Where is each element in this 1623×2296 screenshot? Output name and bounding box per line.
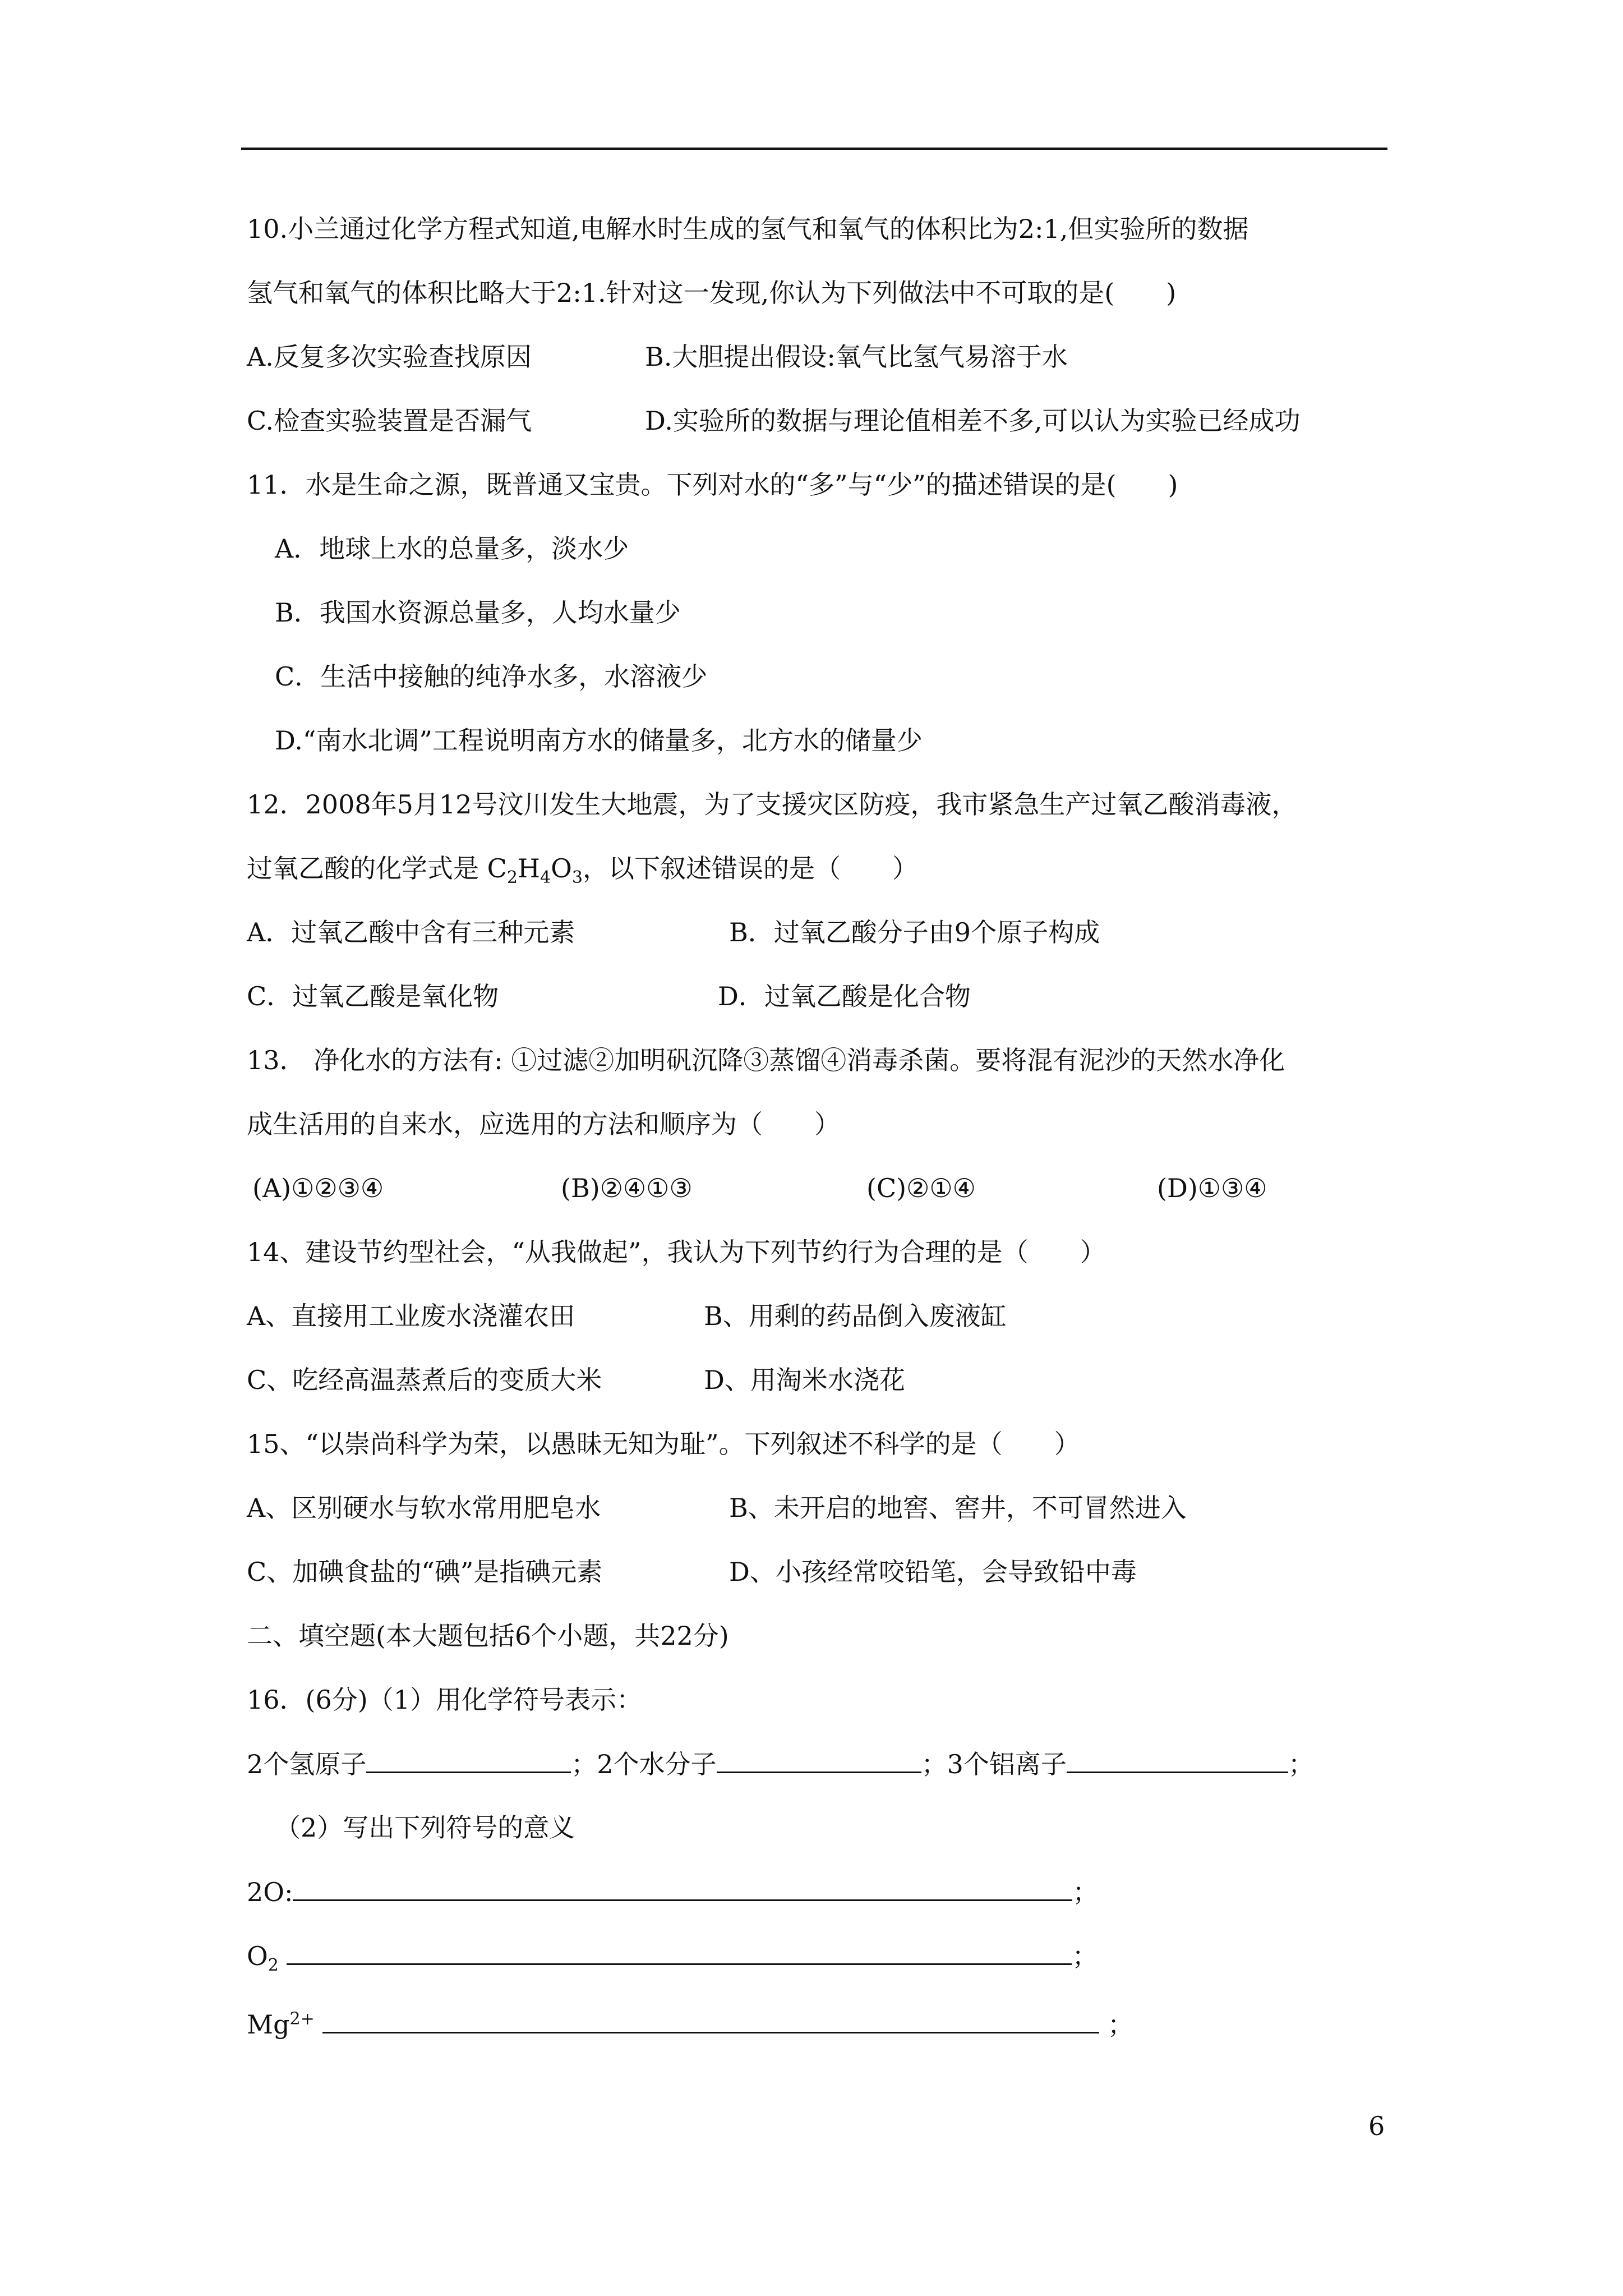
q13-stem-line1: 13． 净化水的方法有: ①过滤②加明矾沉降③蒸馏④消毒杀菌。要将混有泥沙的天然水净化 [247,1045,1285,1075]
answer-blank-5[interactable] [287,1939,1072,1965]
q13-option-a: (A)①②③④ [252,1173,384,1203]
q12-stem-line1: 12．2008年5月12号汶川发生大地震，为了支援灾区防疫，我市紧急生产过氧乙酸消毒液， [247,789,1298,820]
q10-option-b: B.大胆提出假设:氧气比氢气易溶于水 [645,342,1068,372]
q11-option-a: A．地球上水的总量多，淡水少 [275,533,629,564]
q16-symbols-row: 2个氢原子 ；2个水分子 ；3个铝离子 ； [247,1747,1314,1781]
q16-item-hydrogen-atoms: 2个氢原子 [247,1749,367,1779]
section-heading: 二、填空题(本大题包括6个小题，共22分) [247,1621,729,1651]
q10-option-d: D.实验所的数据与理论值相差不多,可以认为实验已经成功 [645,406,1301,436]
q16-part2: （2）写出下列符号的意义 [275,1812,575,1843]
q12-option-a: A．过氧乙酸中含有三种元素 [247,917,575,947]
q14-option-a: A、直接用工业废水浇灌农田 [247,1301,575,1331]
q12-option-d: D．过氧乙酸是化合物 [718,981,971,1011]
q11-stem: 11．水是生命之源，既普通又宝贵。下列对水的“多”与“少”的描述错误的是( ) [247,470,1178,500]
q10-stem-line2: 氢气和氧气的体积比略大于2:1.针对这一发现,你认为下列做法中不可取的是( ) [247,278,1177,308]
q15-option-b: B、未开启的地窖、窖井，不可冒然进入 [729,1493,1187,1523]
symbol-o2: $O_2$ [247,1941,279,1976]
q14-option-c: C、吃经高温蒸煮后的变质大米 [247,1365,602,1395]
q13-option-c: (C)②①④ [866,1173,976,1203]
q11-option-c: C．生活中接触的纯净水多，水溶液少 [275,661,708,692]
q13-stem-line2: 成生活用的自来水，应选用的方法和顺序为（ ） [247,1109,840,1139]
q11-option-d: D.“南水北调”工程说明南方水的储量多，北方水的储量少 [275,725,923,756]
q16-item-aluminum-ions: ；3个铝离子 [921,1749,1067,1779]
q12-option-c: C．过氧乙酸是氧化物 [247,981,499,1011]
q14-option-b: B、用剩的药品倒入废液缸 [704,1301,1007,1331]
answer-blank-6[interactable] [322,2007,1099,2033]
q16-symbol-row-3: $Mg^{2+}$ ； [247,2003,1133,2041]
q13-option-b: (B)②④①③ [561,1173,693,1203]
q16-symbol-row-2: $O_2$ ； [247,1939,1098,1982]
page-number: 6 [1368,2111,1385,2141]
q14-option-d: D、用淘米水浇花 [704,1365,905,1395]
q16-stem: 16．(6分)（1）用化学符号表示： [247,1685,642,1715]
header-rule [241,148,1387,150]
symbol-2o: 2O: [247,1877,293,1907]
answer-blank-2[interactable] [717,1747,921,1773]
q12-option-b: B．过氧乙酸分子由9个原子构成 [729,917,1100,947]
q15-stem: 15、“以崇尚科学为荣，以愚昧无知为耻”。下列叙述不科学的是（ ） [247,1429,1080,1459]
q15-option-d: D、小孩经常咬铅笔，会导致铅中毒 [729,1557,1137,1587]
answer-blank-1[interactable] [366,1747,571,1773]
q11-option-b: B．我国水资源总量多，人均水量少 [275,597,681,628]
answer-blank-3[interactable] [1067,1747,1288,1773]
q10-stem-line1: 10.小兰通过化学方程式知道,电解水时生成的氢气和氧气的体积比为2:1,但实验所的数据 [247,214,1249,244]
symbol-mg2plus: $Mg^{2+}$ [247,2009,315,2040]
q13-option-d: (D)①③④ [1157,1173,1267,1203]
q14-stem: 14、建设节约型社会，“从我做起”，我认为下列节约行为合理的是（ ） [247,1237,1106,1267]
q15-option-a: A、区别硬水与软水常用肥皂水 [247,1493,601,1523]
q10-option-a: A.反复多次实验查找原因 [247,342,532,372]
q10-option-c: C.检查实验装置是否漏气 [247,406,532,436]
q16-item-water-molecules: ；2个水分子 [571,1749,717,1779]
q15-option-c: C、加碘食盐的“碘”是指碘元素 [247,1557,603,1587]
q12-stem-line2: 过氧乙酸的化学式是 $C_2H_4O_3$，以下叙述错误的是（ ） [247,853,918,888]
q16-symbol-row-1: 2O: ； [247,1875,1098,1909]
answer-blank-4[interactable] [293,1875,1072,1901]
